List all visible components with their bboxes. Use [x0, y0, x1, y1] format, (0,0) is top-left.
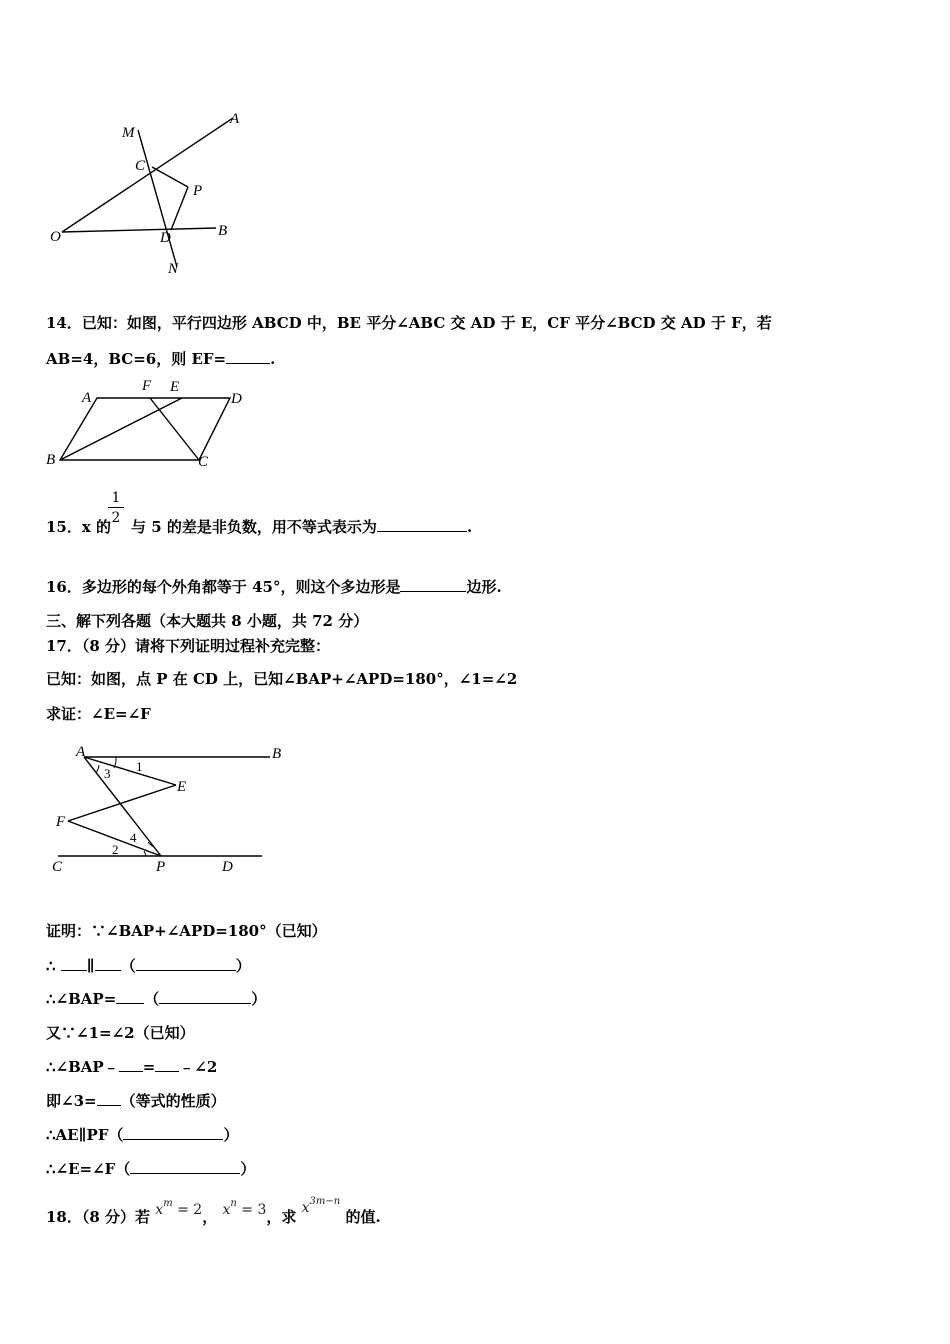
paren-close: ）	[223, 1126, 239, 1144]
eq1-exponent: m	[163, 1198, 173, 1209]
q15-text	[46, 516, 472, 537]
proof-step-8	[46, 1158, 255, 1179]
label-C: C	[52, 859, 63, 875]
blank-angle-1[interactable]	[116, 989, 144, 1004]
eq1-base: x	[155, 1202, 164, 1218]
parallel-symbol: ∥	[86, 957, 95, 975]
blank-reason-1[interactable]	[136, 956, 236, 971]
q17-prove: 求证：∠E=∠F	[46, 705, 151, 723]
eq1-rhs: = 2	[172, 1202, 203, 1218]
label-M: M	[122, 125, 135, 141]
label-E: E	[177, 779, 187, 795]
q18-text	[46, 1196, 381, 1227]
proof-step-2-text: ∴	[46, 957, 61, 975]
figure-angle-bisector	[40, 105, 260, 280]
figure-parallel-lines	[46, 738, 296, 878]
q18-sep2: ，求	[266, 1208, 297, 1226]
paren-close: ）	[240, 1160, 256, 1178]
paren-close: ）	[235, 957, 251, 975]
label-N: N	[168, 261, 179, 277]
paren-close: ）	[251, 990, 267, 1008]
paren-open: （	[120, 957, 136, 975]
figure-parallelogram	[42, 376, 248, 470]
equals-sign: =	[142, 1058, 156, 1076]
eq2-exponent: n	[230, 1198, 237, 1209]
angle-4-label: 4	[130, 830, 137, 845]
label-B: B	[46, 452, 56, 468]
blank-angle-2[interactable]	[119, 1057, 143, 1072]
label-B: B	[272, 746, 282, 762]
label-C: C	[135, 158, 146, 174]
blank-reason-2[interactable]	[159, 989, 251, 1004]
q18-sep1: ，	[202, 1208, 218, 1226]
label-D: D	[160, 230, 171, 246]
label-A: A	[230, 111, 240, 127]
q18-prefix: 18．（8 分）若	[46, 1208, 151, 1226]
label-A: A	[82, 390, 92, 406]
label-C: C	[198, 454, 209, 470]
label-A: A	[76, 744, 86, 760]
proof-step-6	[46, 1090, 226, 1111]
q16-answer-blank[interactable]	[400, 577, 466, 592]
q14-line2-text: AB=4，BC=6，则 EF=	[46, 350, 227, 368]
proof-step-6-reason: （等式的性质）	[120, 1092, 226, 1110]
q16-text	[46, 576, 502, 597]
q15-answer-blank[interactable]	[377, 517, 467, 532]
proof-step-6-text: 即∠3=	[46, 1092, 97, 1110]
expression-3	[301, 1196, 341, 1216]
label-B: B	[218, 223, 228, 239]
q16-suffix: 边形.	[466, 578, 502, 596]
proof-step-5	[46, 1056, 217, 1077]
angle-3-label: 3	[104, 766, 111, 781]
equation-2	[222, 1198, 267, 1218]
blank-line-2[interactable]	[95, 956, 121, 971]
eq2-base: x	[222, 1202, 231, 1218]
proof-step-7	[46, 1124, 239, 1145]
label-F: F	[56, 814, 66, 830]
proof-step-8-text: ∴∠E=∠F（	[46, 1160, 131, 1178]
proof-step-2	[46, 955, 251, 976]
proof-step-1: 证明：∵∠BAP+∠APD=180°（已知）	[46, 922, 327, 940]
q16-prefix: 16．多边形的每个外角都等于 45°，则这个多边形是	[46, 578, 401, 596]
label-P: P	[156, 859, 166, 875]
equation-1	[155, 1198, 203, 1218]
blank-reason-4[interactable]	[130, 1159, 240, 1174]
fraction-bar	[108, 507, 124, 509]
section-heading: 三、解下列各题（本大题共 8 小题，共 72 分）	[46, 612, 369, 630]
label-F: F	[142, 378, 152, 394]
label-D: D	[231, 391, 242, 407]
proof-step-3-text: ∴∠BAP=	[46, 990, 117, 1008]
angle-1-label: 1	[136, 759, 143, 774]
q15-prefix: 15．x 的	[46, 518, 112, 536]
proof-step-5-text: ∴∠BAP﹣	[46, 1058, 119, 1076]
q14-text-line1: 14．已知：如图，平行四边形 ABCD 中，BE 平分∠ABC 交 AD 于 E，CF 平分∠BCD 交 AD 于 F，若	[46, 314, 772, 332]
label-P: P	[193, 183, 203, 199]
q14-answer-blank[interactable]	[226, 349, 270, 364]
blank-angle-4[interactable]	[97, 1091, 121, 1106]
q18-suffix: 的值.	[345, 1208, 381, 1226]
label-D: D	[222, 859, 233, 875]
q15-suffix: 与 5 的差是非负数，用不等式表示为	[131, 518, 377, 536]
q14-line2-end: .	[270, 350, 276, 368]
q17-title: 17．（8 分）请将下列证明过程补充完整：	[46, 637, 331, 655]
q14-text-line2	[46, 348, 275, 369]
proof-step-7-text: ∴AE∥PF（	[46, 1126, 124, 1144]
fraction-denominator: 2	[111, 510, 121, 526]
q17-given: 已知：如图，点 P 在 CD 上，已知∠BAP+∠APD=180°，∠1=∠2	[46, 670, 518, 688]
blank-angle-3[interactable]	[155, 1057, 179, 1072]
paren-open: （	[144, 990, 160, 1008]
proof-step-5-end: ﹣∠2	[179, 1058, 218, 1076]
proof-step-4: 又∵∠1=∠2（已知）	[46, 1024, 195, 1042]
blank-line-1[interactable]	[61, 956, 87, 971]
angle-2-label: 2	[112, 842, 119, 857]
label-O: O	[50, 229, 61, 245]
blank-reason-3[interactable]	[123, 1125, 223, 1140]
q15-end: .	[466, 518, 473, 536]
label-E: E	[170, 379, 180, 395]
eq3-base: x	[301, 1200, 310, 1216]
eq2-rhs: = 3	[236, 1202, 267, 1218]
proof-step-3	[46, 988, 266, 1009]
fraction-numerator: 1	[111, 490, 121, 506]
eq3-exponent: 3m−n	[309, 1196, 341, 1207]
